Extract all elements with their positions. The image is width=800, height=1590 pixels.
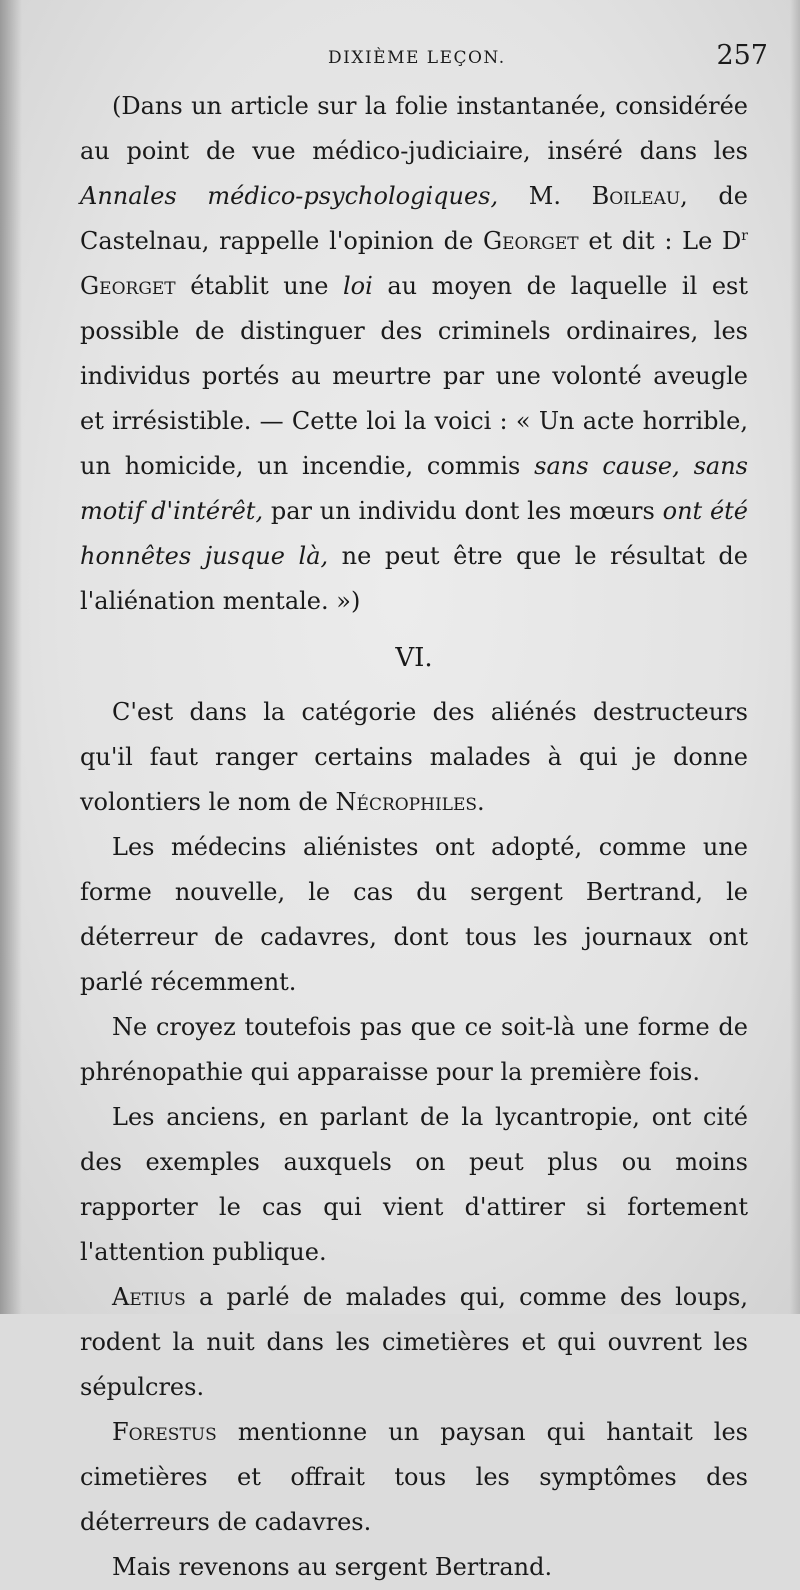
body-text (80, 84, 748, 1590)
paragraph: Mais revenons au sergent Bertrand. (112, 1553, 553, 1581)
running-head: DIXIÈME LEÇON. (328, 48, 506, 68)
text-run: , de Castelnau, rappelle l'opinion de (80, 182, 748, 255)
author-name: Georget (482, 227, 579, 255)
page-gutter-shadow (0, 0, 22, 1314)
paragraph (80, 690, 748, 825)
author-name: Boileau (591, 182, 681, 210)
text-run: ne peut être que le résultat de l'aliénation mentale. ») (80, 542, 749, 615)
superscript: r (741, 228, 748, 244)
page-number: 257 (716, 40, 768, 71)
term-small-caps: Nécrophiles (335, 788, 478, 816)
text-run: établit une (175, 272, 343, 300)
italic-run: Annales médico-psychologiques, (80, 182, 499, 210)
italic-run: sans cause, sans motif d'intérêt, (80, 452, 748, 525)
text-run: a parlé de malades qui, comme des loups, rodent la nuit dans les cimetières et qui ouvrent les sépulcres. (80, 1283, 748, 1401)
text-run: (Dans un article sur la folie instantanée, considérée au point de vue médico-judiciaire, inséré dans les (80, 92, 748, 165)
text-run: par un individu dont les mœurs (263, 497, 663, 525)
author-name: Georget (80, 272, 176, 300)
author-name: Forestus (112, 1418, 217, 1446)
paragraph (80, 1410, 748, 1545)
paragraph (80, 1275, 748, 1410)
text-run: mentionne un paysan qui hantait les cimetières et offrait tous les symptômes des déterreurs de cadavres. (80, 1418, 748, 1536)
text-run: . (477, 788, 485, 816)
text-run: C'est dans la catégorie des aliénés destructeurs qu'il faut ranger certains malades à qui je donne volontiers le nom de (80, 698, 748, 816)
section-heading: VI. (395, 643, 433, 673)
page-header (80, 40, 768, 84)
paragraph: Les médecins aliénistes ont adopté, comme une forme nouvelle, le cas du sergent Bertrand, le déterreur de cadavres, dont tous les journaux ont parlé récemment. (80, 833, 748, 996)
text-run: au moyen de laquelle il est possible de distinguer des criminels ordinaires, les individus portés au meurtre par une volonté aveugle et irrésistible. — Cette loi la voici : « Un acte horrible, un homicide, un incendie, commis (80, 272, 749, 480)
paragraph-quote (80, 84, 748, 624)
italic-run: ont été honnêtes jusque là, (80, 497, 748, 570)
page-edge-shadow (790, 0, 800, 1314)
text-run: M. (498, 182, 592, 210)
author-name: Aetius (112, 1283, 186, 1311)
italic-run: loi (342, 272, 373, 300)
text-run: et dit : Le D (578, 227, 742, 255)
paragraph: Ne croyez toutefois pas que ce soit-là une forme de phrénopathie qui apparaisse pour la première fois. (80, 1013, 748, 1086)
paragraph: Les anciens, en parlant de la lycantropie, ont cité des exemples auxquels on peut plus ou moins rapporter le cas qui vient d'attirer si fortement l'attention publique. (80, 1103, 748, 1266)
